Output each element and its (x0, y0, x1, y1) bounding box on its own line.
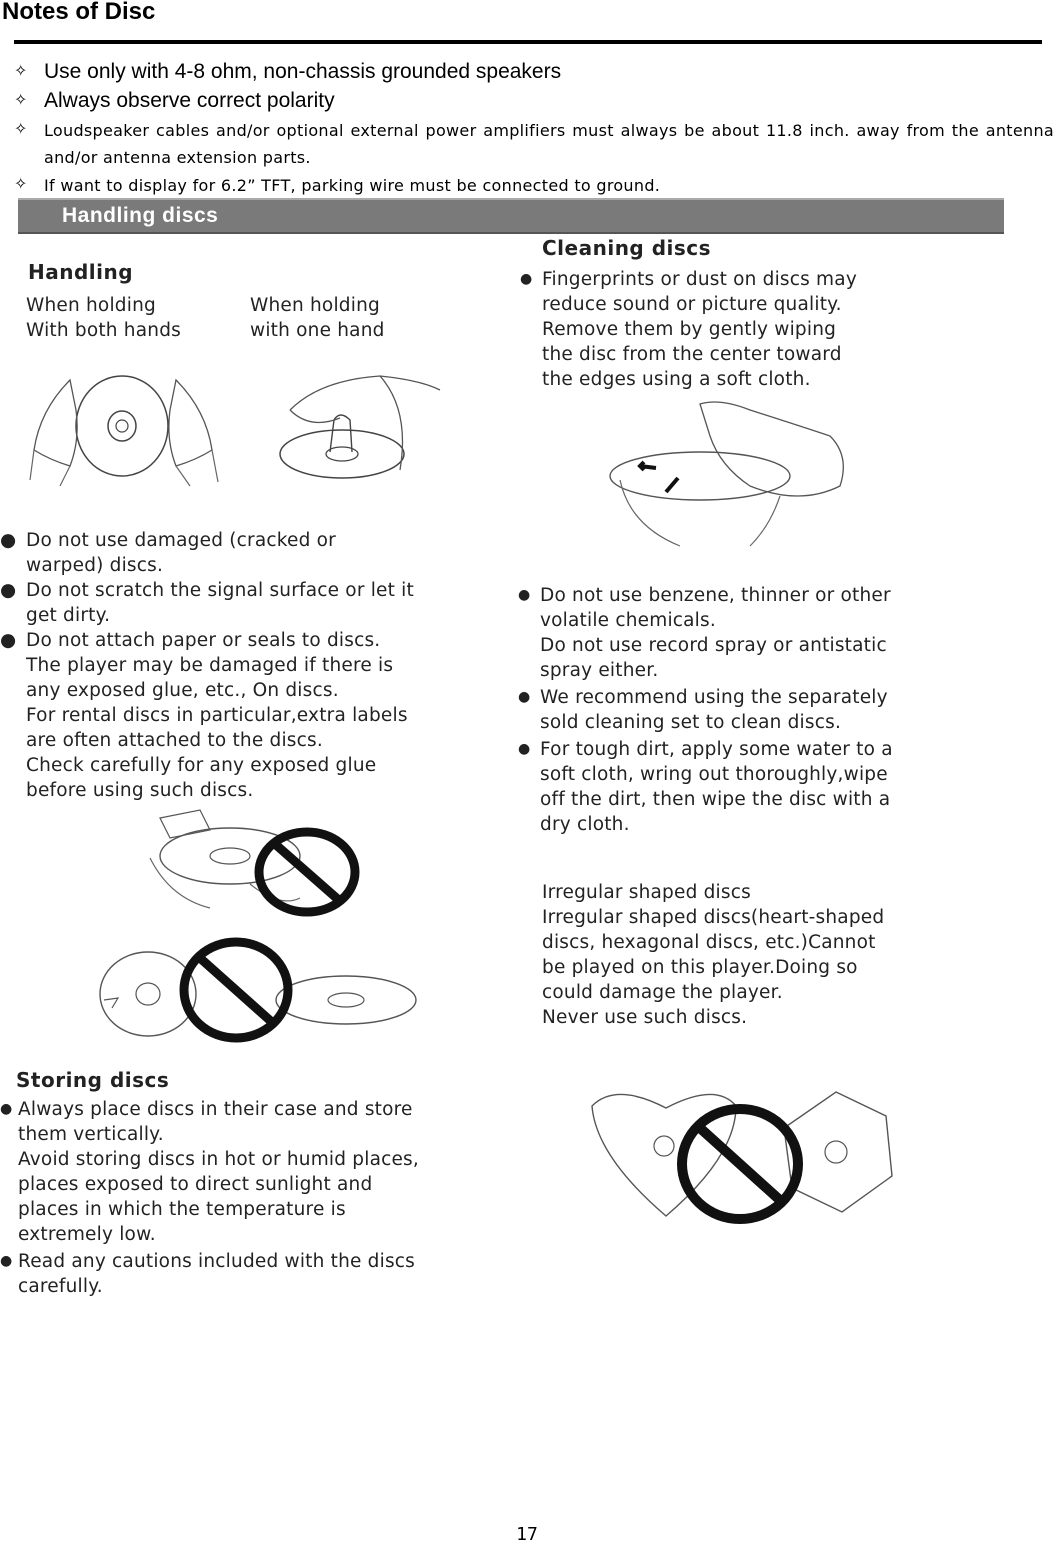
bullet-dot-icon: ● (518, 741, 531, 757)
note-text: If want to display for 6.2” TFT, parking wire must be connected to ground. (44, 176, 661, 195)
banner-title: Handling discs (62, 204, 219, 227)
both-hands-disc-illustration (30, 370, 220, 490)
star-bullet-icon: ✧ (14, 119, 28, 138)
storing-items: ● Always place discs in their case and store them vertically. Avoid storing discs in hot or humid places, places exposed to direct sunlight and places in which the temperature is extremely low. ● Read any cautions included with the discs carefully. (0, 1099, 419, 1297)
note-item (14, 172, 1054, 199)
storing-heading: Storing discs (16, 1068, 170, 1092)
bullet-dot-icon: ● (0, 580, 17, 601)
wiping-disc-illustration (600, 396, 870, 556)
page-number: 17 (516, 1524, 538, 1545)
star-bullet-icon: ✧ (14, 63, 28, 80)
one-hand-disc-illustration (270, 370, 450, 490)
note-text: Always observe correct polarity (44, 89, 335, 112)
bullet-dot-icon: ● (0, 1101, 13, 1117)
bullet-dot-icon: ● (520, 271, 533, 287)
irregular-discs-text: Irregular shaped discs Irregular shaped discs(heart-shaped discs, hexagonal discs, etc.)Cannot be played on this player.Doing so could damage the player. Never use such discs. (542, 882, 885, 1028)
bullet-dot-icon: ● (0, 630, 17, 651)
note-item (14, 60, 1054, 84)
handling-discs-banner (18, 198, 1004, 234)
note-item (14, 89, 1054, 113)
prohibited-icon (676, 1104, 808, 1226)
note-text: Loudspeaker cables and/or optional external power amplifiers must always be about 11.8 inch. away from the antenna and/or antenna extension parts. (44, 121, 1054, 167)
bullet-dot-icon: ● (518, 689, 531, 705)
bullet-dot-icon: ● (0, 1253, 13, 1269)
page-title: Notes of Disc (2, 0, 156, 25)
both-hands-caption: When holding With both hands (26, 295, 181, 341)
note-text: Use only with 4-8 ohm, non-chassis grounded speakers (44, 60, 562, 83)
prohibited-icon (178, 938, 298, 1042)
title-divider (14, 40, 1042, 44)
star-bullet-icon: ✧ (14, 174, 28, 193)
cleaning-cautions: ● Do not use benzene, thinner or other volatile chemicals. Do not use record spray or antistatic spray either. ● We recommend using the separately sold cleaning set to clean discs. ● For tough dirt, apply some water to a soft cloth, wring out thoroughly,wipe off the dirt, then wipe the disc with a dry cloth. (518, 585, 893, 835)
cleaning-heading: Cleaning discs (542, 236, 712, 260)
one-hand-caption: When holding with one hand (250, 295, 385, 341)
bullet-dot-icon: ● (0, 530, 17, 551)
prohibited-icon (255, 828, 361, 918)
cleaning-intro: ● Fingerprints or dust on discs may reduce sound or picture quality. Remove them by gently wiping the disc from the center toward the edges using a soft cloth. (520, 269, 857, 390)
star-bullet-icon: ✧ (14, 92, 28, 109)
bullet-dot-icon: ● (518, 587, 531, 603)
note-item (14, 117, 1054, 171)
handling-heading: Handling (28, 260, 134, 284)
handling-warnings: ● Do not use damaged (cracked or warped) discs. ● Do not scratch the signal surface or let it get dirty. ● Do not attach paper or seals to discs. The player may be damaged if there is any exposed glue, etc., On discs. For rental discs in particular,extra labels are often attached to the discs. Check carefully for any exposed glue before using such discs. (0, 530, 414, 801)
